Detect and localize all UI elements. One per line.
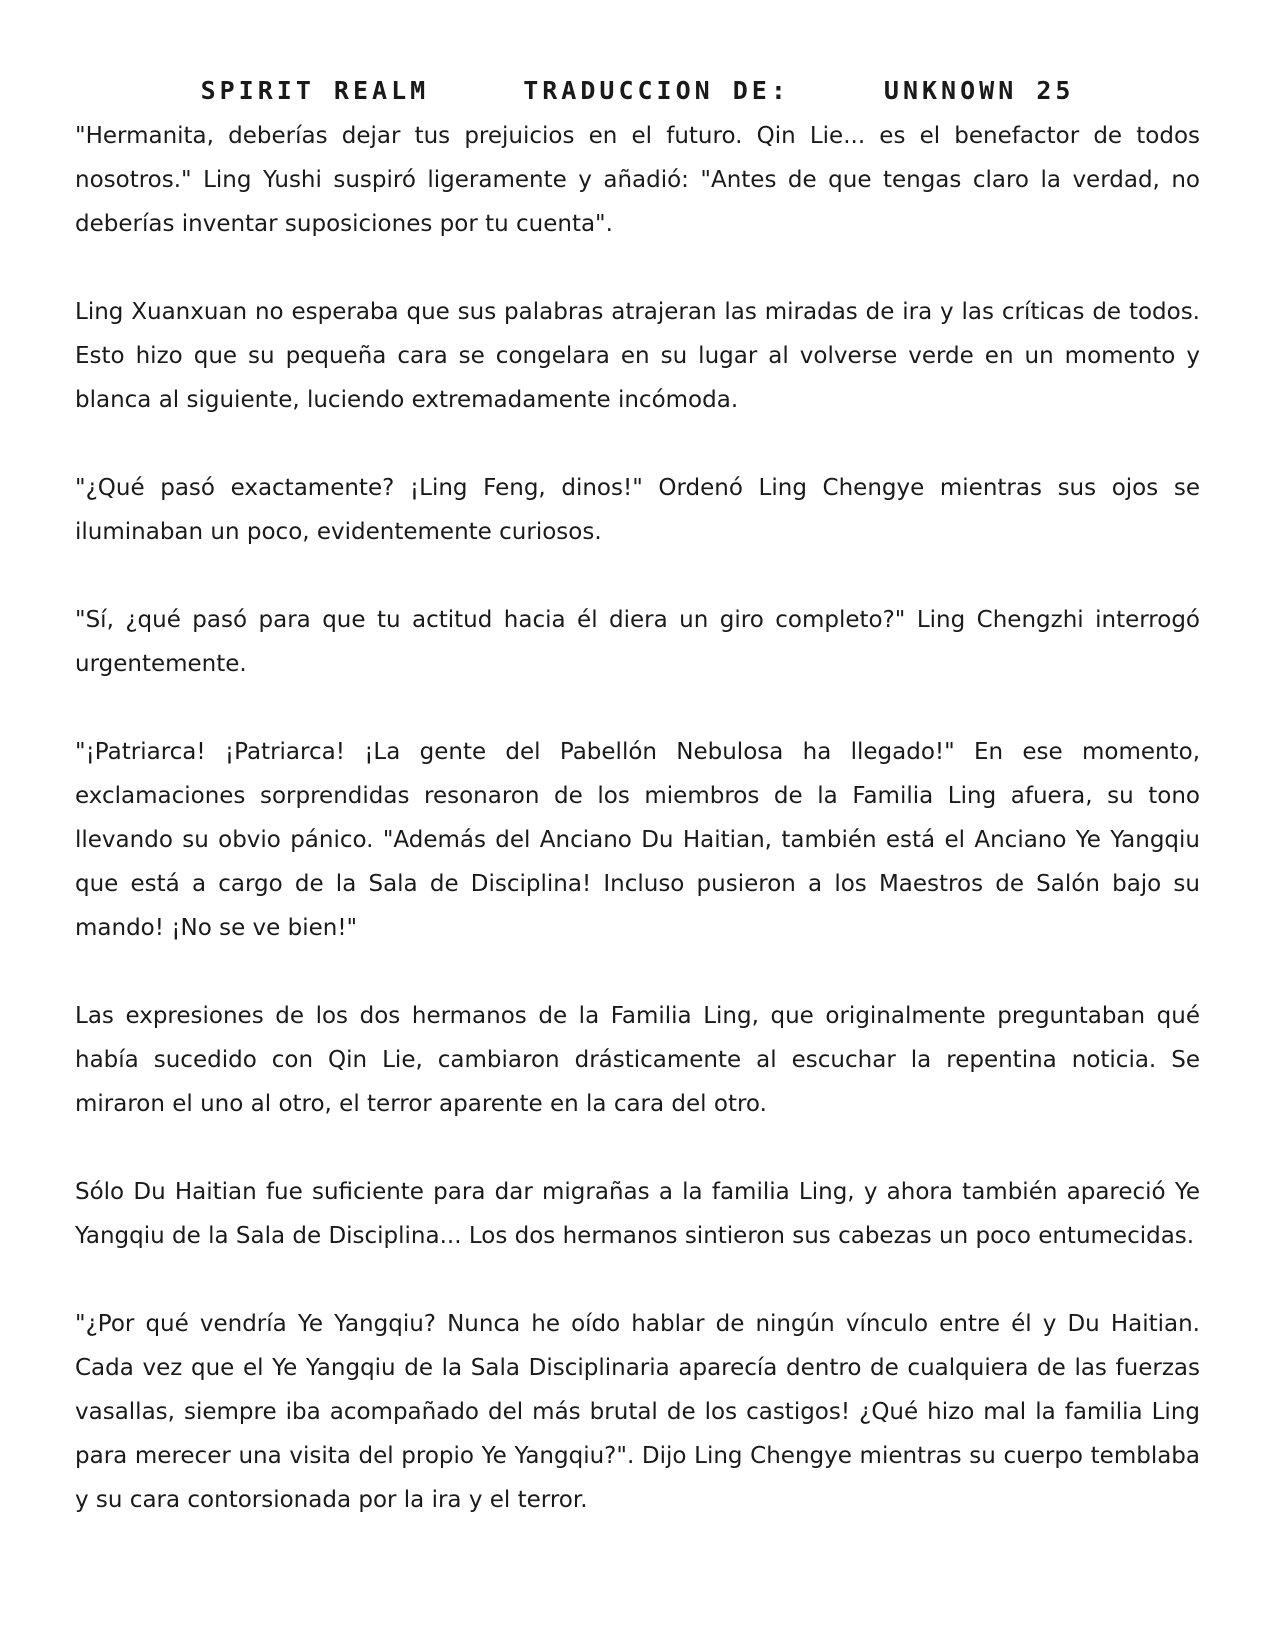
document-body xyxy=(75,114,1200,1522)
paragraph: "¿Por qué vendría Ye Yangqiu? Nunca he oído hablar de ningún vínculo entre él y Du Haitian. Cada vez que el Ye Yangqiu de la Sala Disciplinaria aparecía dentro de cualquiera de las fuerzas vasallas, siempre iba acompañado del más brutal de los castigos! ¿Qué hizo mal la familia Ling para merecer una visita del propio Ye Yangqiu?". Dijo Ling Chengye mientras su cuerpo temblaba y su cara contorsionada por la ira y el terror. xyxy=(75,1311,1200,1513)
page-header xyxy=(75,68,1200,114)
header-title: SPIRIT REALM xyxy=(200,76,430,105)
paragraph: Sólo Du Haitian fue suficiente para dar migrañas a la familia Ling, y ahora también apareció Ye Yangqiu de la Sala de Disciplina... Los dos hermanos sintieron sus cabezas un poco entumecidas. xyxy=(75,1179,1200,1249)
paragraph: Las expresiones de los dos hermanos de la Familia Ling, que originalmente preguntaban qué había sucedido con Qin Lie, cambiaron drásticamente al escuchar la repentina noticia. Se miraron el uno al otro, el terror aparente en la cara del otro. xyxy=(75,1003,1200,1117)
paragraph: "Hermanita, deberías dejar tus prejuicios en el futuro. Qin Lie... es el benefactor de todos nosotros." Ling Yushi suspiró ligeramente y añadió: "Antes de que tengas claro la verdad, no deberías inventar suposiciones por tu cuenta". xyxy=(75,123,1200,237)
paragraph: "¡Patriarca! ¡Patriarca! ¡La gente del Pabellón Nebulosa ha llegado!" En ese momento, exclamaciones sorprendidas resonaron de los miembros de la Familia Ling afuera, su tono llevando su obvio pánico. "Además del Anciano Du Haitian, también está el Anciano Ye Yangqiu que está a cargo de la Sala de Disciplina! Incluso pusieron a los Maestros de Salón bajo su mando! ¡No se ve bien!" xyxy=(75,739,1200,941)
header-translation-label: TRADUCCION DE: xyxy=(523,76,790,105)
paragraph: "Sí, ¿qué pasó para que tu actitud hacia él diera un giro completo?" Ling Chengzhi interrogó urgentemente. xyxy=(75,607,1200,677)
paragraph: Ling Xuanxuan no esperaba que sus palabras atrajeran las miradas de ira y las críticas de todos. Esto hizo que su pequeña cara se congelara en su lugar al volverse verde en un momento y blanca al siguiente, luciendo extremadamente incómoda. xyxy=(75,299,1200,413)
header-translator: UNKNOWN 25 xyxy=(883,76,1075,105)
paragraph: "¿Qué pasó exactamente? ¡Ling Feng, dinos!" Ordenó Ling Chengye mientras sus ojos se iluminaban un poco, evidentemente curiosos. xyxy=(75,475,1200,545)
